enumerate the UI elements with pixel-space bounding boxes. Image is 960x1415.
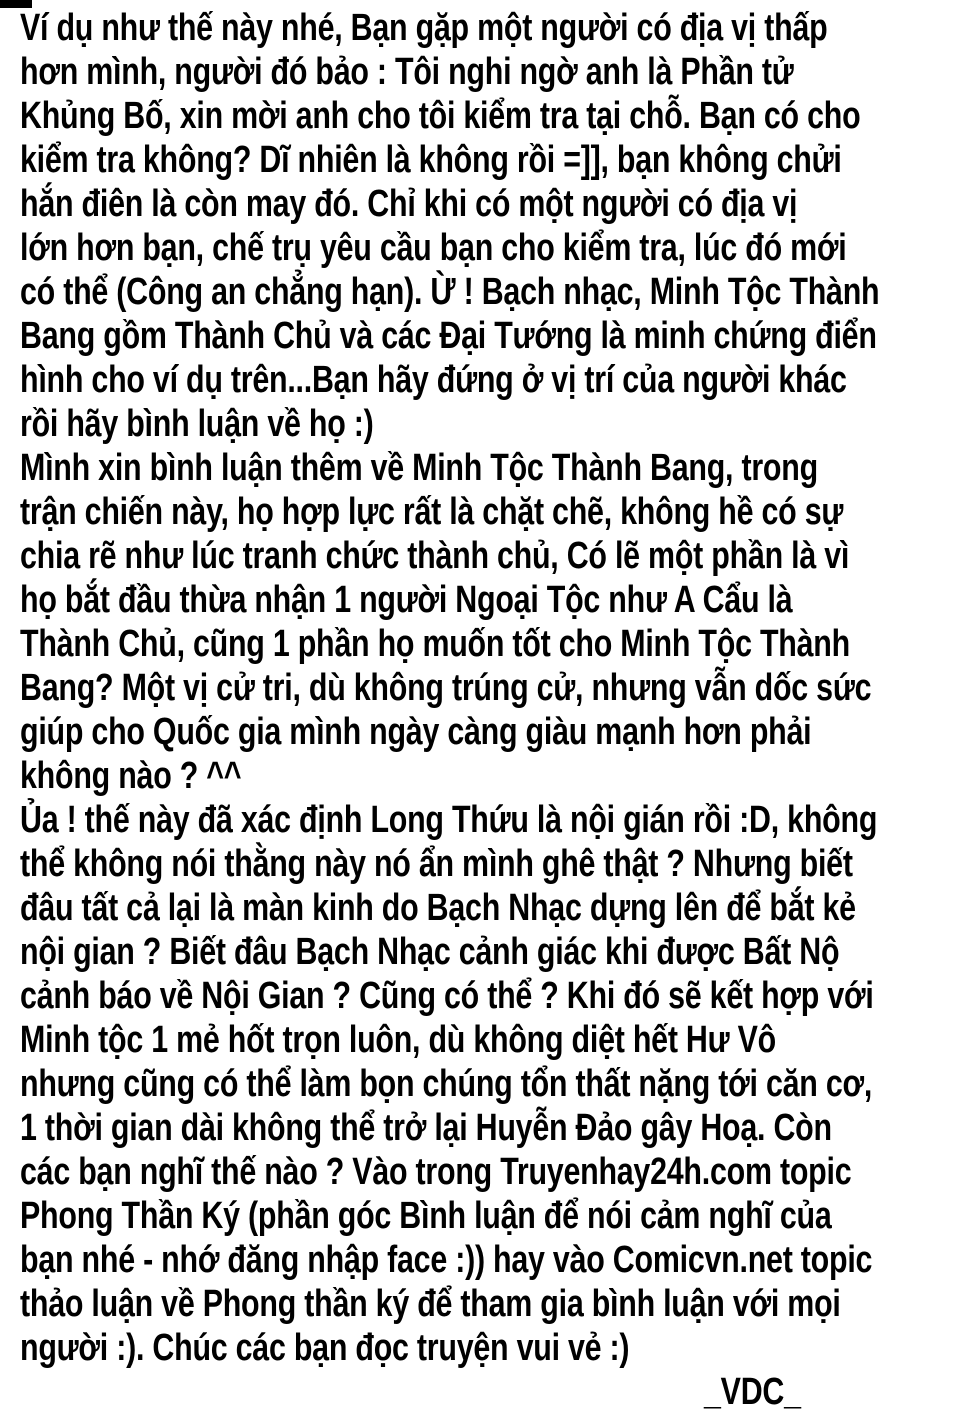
note-text-line: Thành Chủ, cũng 1 phần họ muốn tốt cho Minh Tộc Thành	[20, 623, 850, 665]
note-text-line: bạn nhé - nhớ đăng nhập face :)) hay vào Comicvn.net topic	[20, 1239, 873, 1281]
note-text-line: không nào ? ^^	[20, 755, 242, 797]
note-text-line: trận chiến này, họ hợp lực rất là chặt chẽ, không hề có sự	[20, 491, 844, 533]
note-text-line: Ví dụ như thế này nhé, Bạn gặp một người có địa vị thấp	[20, 7, 828, 49]
note-text-line: có thể (Công an chẳng hạn). Ừ ! Bạch nhạc, Minh Tộc Thành	[20, 271, 880, 313]
note-text-line: 1 thời gian dài không thể trở lại Huyễn Đảo gây Hoạ. Còn	[20, 1107, 832, 1149]
note-text-line: hơn mình, người đó bảo : Tôi nghi ngờ anh là Phần tử	[20, 51, 794, 93]
note-text-line: người :). Chúc các bạn đọc truyện vui vẻ :)	[20, 1327, 630, 1369]
note-text-line: lớn hơn bạn, chế trụ yêu cầu bạn cho kiểm tra, lúc đó mới	[20, 227, 847, 269]
note-text-line: nội gian ? Biết đâu Bạch Nhạc cảnh giác khi được Bất Nộ	[20, 931, 840, 973]
translator-signature: _VDC_	[704, 1371, 801, 1413]
note-text-line: các bạn nghĩ thế nào ? Vào trong Truyenhay24h.com topic	[20, 1151, 852, 1193]
note-text-line: Ủa ! thế này đã xác định Long Thứu là nội gián rồi :D, không	[20, 799, 878, 841]
note-text-line: nhưng cũng có thể làm bọn chúng tổn thất nặng tới căn cơ,	[20, 1063, 873, 1105]
note-text-line: Khủng Bố, xin mời anh cho tôi kiểm tra tại chỗ. Bạn có cho	[20, 95, 861, 137]
note-text-line: hình cho ví dụ trên...Bạn hãy đứng ở vị trí của người khác	[20, 359, 847, 401]
note-text-line: thể không nói thằng này nó ẩn mình ghê thật ? Nhưng biết	[20, 843, 853, 885]
note-text-line: họ bắt đầu thừa nhận 1 người Ngoại Tộc như A Cẩu là	[20, 579, 793, 621]
note-text-line: Bang gồm Thành Chủ và các Đại Tướng là minh chứng điển	[20, 315, 877, 357]
note-text-line: thảo luận về Phong thần ký để tham gia bình luận với mọi	[20, 1283, 841, 1325]
note-text-line: đâu tất cả lại là màn kinh do Bạch Nhạc dựng lên để bắt kẻ	[20, 887, 856, 929]
note-text-line: chia rẽ như lúc tranh chức thành chủ, Có lẽ một phần là vì	[20, 535, 850, 577]
note-text-line: Bang? Một vị cử tri, dù không trúng cử, nhưng vẫn dốc sức	[20, 667, 872, 709]
note-text-line: rồi hãy bình luận về họ :)	[20, 403, 374, 445]
note-text-line: Minh tộc 1 mẻ hốt trọn luôn, dù không diệt hết Hư Vô	[20, 1019, 776, 1061]
note-text-line: Mình xin bình luận thêm về Minh Tộc Thành Bang, trong	[20, 447, 818, 489]
note-text-line: cảnh báo về Nội Gian ? Cũng có thể ? Khi đó sẽ kết hợp với	[20, 975, 874, 1017]
note-text-line: Phong Thần Ký (phần góc Bình luận để nói cảm nghĩ của	[20, 1195, 832, 1237]
note-text-line: kiểm tra không? Dĩ nhiên là không rồi =]], bạn không chửi	[20, 139, 842, 181]
note-text-line: giúp cho Quốc gia mình ngày càng giàu mạnh hơn phải	[20, 711, 812, 753]
note-text-line: hắn điên là còn may đó. Chỉ khi có một người có địa vị	[20, 183, 798, 225]
